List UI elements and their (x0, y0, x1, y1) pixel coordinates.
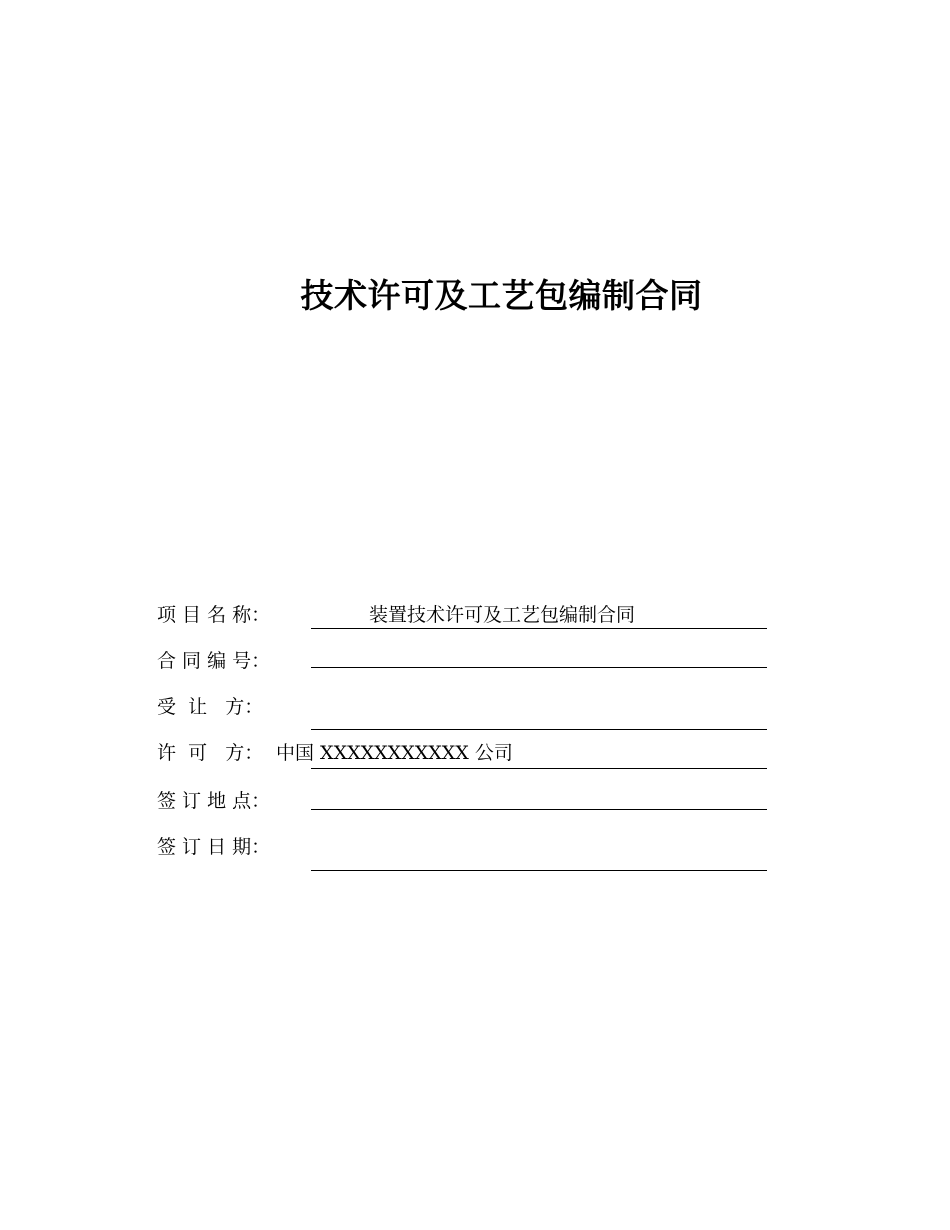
signing-date-underline (311, 870, 767, 871)
licensor-label: 许 可 方： (157, 742, 264, 764)
signing-date-label: 签 订 日 期： (157, 836, 271, 858)
signing-place-underline (311, 809, 767, 810)
licensee-underline (311, 729, 767, 730)
signing-place-label: 签 订 地 点： (157, 790, 271, 812)
document-title: 技术许可及工艺包编制合同 (300, 276, 703, 315)
licensee-label: 受 让 方： (157, 696, 264, 718)
contract-number-label: 合 同 编 号： (157, 650, 271, 672)
licensor-underline (311, 768, 767, 769)
licensor-value: 中国 XXXXXXXXXXX 公司 (276, 742, 513, 764)
project-name-label: 项 目 名 称： (157, 604, 271, 626)
project-name-value: 装置技术许可及工艺包编制合同 (369, 604, 636, 626)
project-name-underline (311, 628, 767, 629)
contract-number-underline (311, 667, 767, 668)
